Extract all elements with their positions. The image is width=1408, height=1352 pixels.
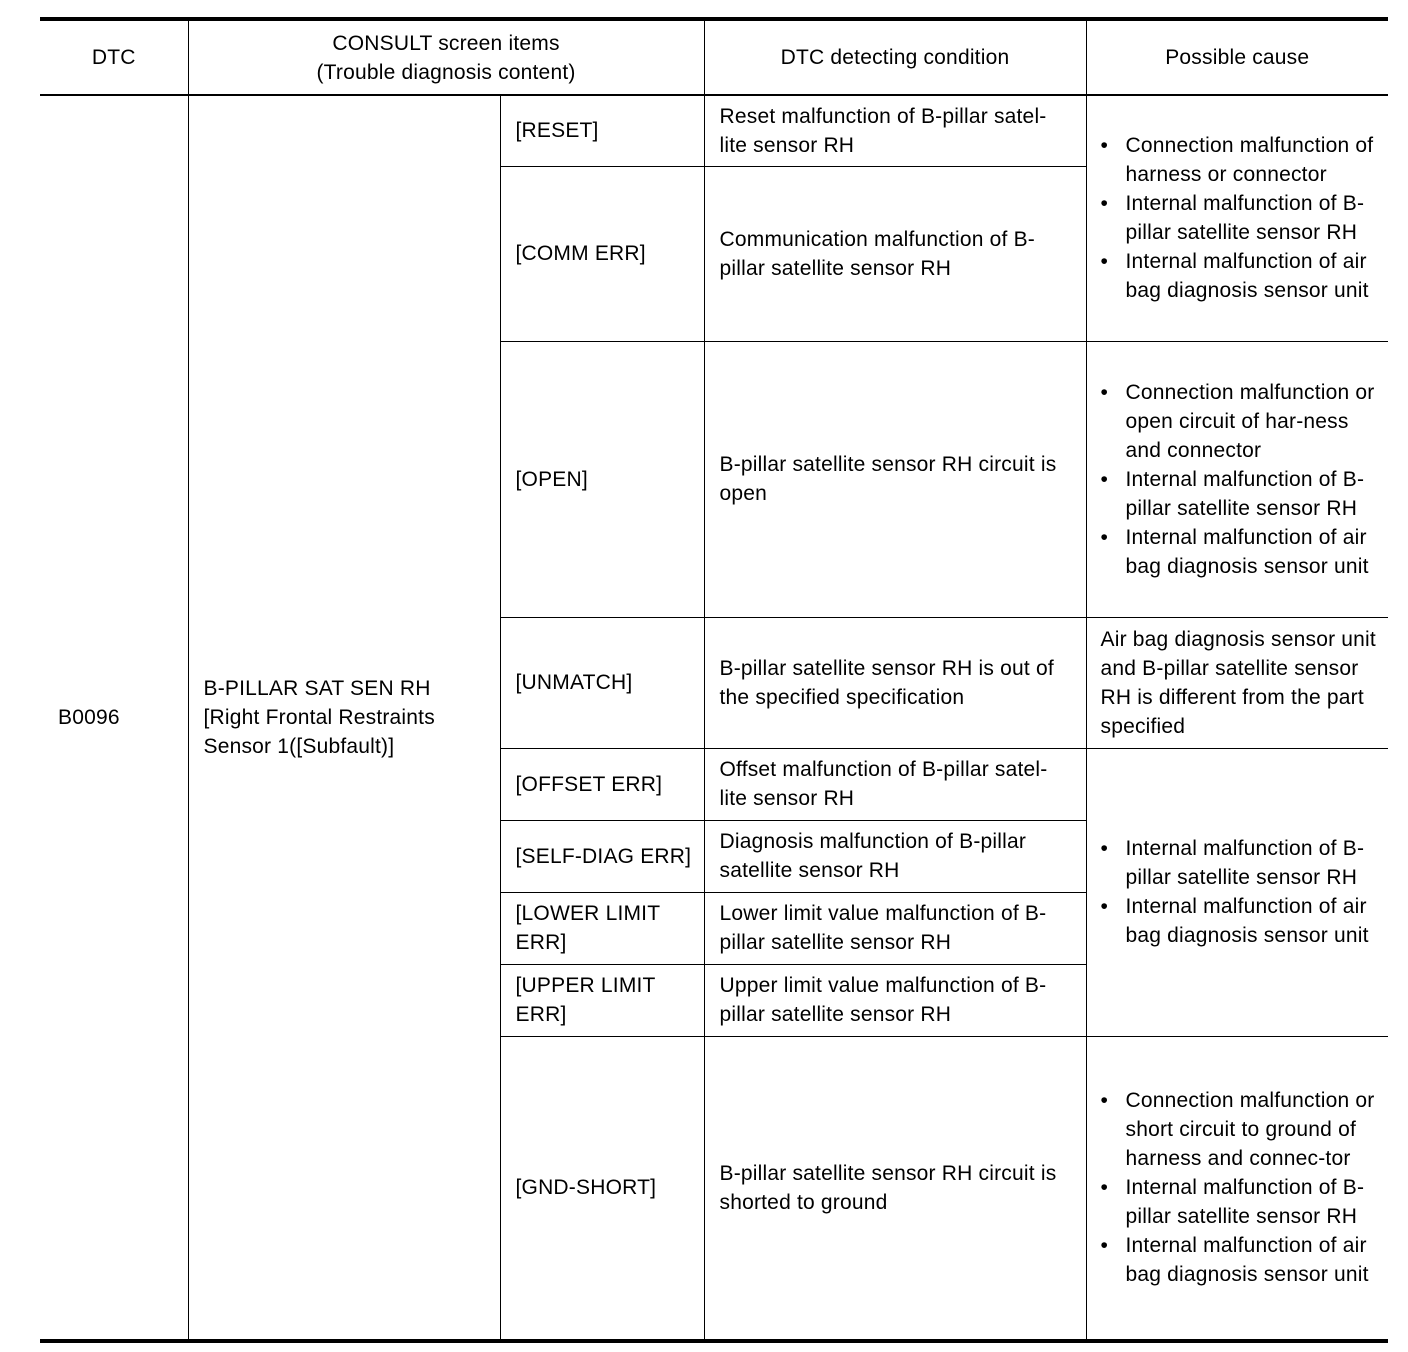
subfault-item: [GND-SHORT]	[500, 1036, 704, 1341]
cause-item: • Internal malfunction of air bag diagnosis sensor unit	[1101, 247, 1379, 305]
detecting-condition: B-pillar satellite sensor RH is out of the specified specification	[704, 617, 1086, 748]
subfault-item: [UNMATCH]	[500, 617, 704, 748]
detecting-condition: Diagnosis malfunction of B-pillar satellite sensor RH	[704, 820, 1086, 892]
header-dtc: DTC	[40, 19, 188, 95]
cause-item: • Internal malfunction of air bag diagnosis sensor unit	[1101, 523, 1379, 581]
header-consult	[188, 19, 704, 95]
cause-item: • Internal malfunction of B-pillar satellite sensor RH	[1101, 189, 1379, 247]
detecting-condition: Reset malfunction of B-pillar satel-lite sensor RH	[704, 95, 1086, 166]
cause-item: • Internal malfunction of B-pillar satellite sensor RH	[1101, 465, 1379, 523]
header-consult-line2: (Trouble diagnosis content)	[316, 60, 576, 84]
possible-cause: Air bag diagnosis sensor unit and B-pillar satellite sensor RH is different from the part specified	[1086, 617, 1388, 748]
cause-item: • Connection malfunction or short circuit to ground of harness and connec-tor	[1101, 1086, 1379, 1173]
detecting-condition: Offset malfunction of B-pillar satel-lite sensor RH	[704, 748, 1086, 820]
consult-item	[188, 95, 500, 1341]
dtc-code: B0096	[40, 95, 188, 1341]
cause-item: • Internal malfunction of air bag diagnosis sensor unit	[1101, 1231, 1379, 1289]
table-row	[40, 95, 1388, 166]
cause-list	[1101, 834, 1379, 950]
possible-cause	[1086, 748, 1388, 1036]
header-consult-line1: CONSULT screen items	[332, 31, 560, 55]
subfault-item: [OPEN]	[500, 341, 704, 617]
possible-cause	[1086, 1036, 1388, 1341]
detecting-condition: Communication malfunction of B-pillar satellite sensor RH	[704, 166, 1086, 341]
subfault-item: [OFFSET ERR]	[500, 748, 704, 820]
cause-list	[1101, 378, 1379, 581]
cause-item: • Internal malfunction of B-pillar satellite sensor RH	[1101, 1173, 1379, 1231]
detecting-condition: B-pillar satellite sensor RH circuit is shorted to ground	[704, 1036, 1086, 1341]
possible-cause	[1086, 341, 1388, 617]
possible-cause	[1086, 95, 1388, 341]
detecting-condition: Lower limit value malfunction of B-pillar satellite sensor RH	[704, 892, 1086, 964]
detecting-condition: Upper limit value malfunction of B-pillar satellite sensor RH	[704, 964, 1086, 1036]
cause-list	[1101, 131, 1379, 305]
detecting-condition: B-pillar satellite sensor RH circuit is open	[704, 341, 1086, 617]
dtc-table	[40, 17, 1388, 1343]
cause-item: • Internal malfunction of B-pillar satellite sensor RH	[1101, 834, 1379, 892]
consult-item-line2: [Right Frontal Restraints	[203, 706, 435, 729]
subfault-item: [COMM ERR]	[500, 166, 704, 341]
header-condition: DTC detecting condition	[704, 19, 1086, 95]
cause-item: • Connection malfunction of harness or connector	[1101, 131, 1379, 189]
cause-list	[1101, 1086, 1379, 1289]
consult-item-line3: Sensor 1([Subfault)]	[203, 735, 395, 758]
consult-item-line1: B-PILLAR SAT SEN RH	[203, 677, 431, 700]
header-cause: Possible cause	[1086, 19, 1388, 95]
cause-item: • Internal malfunction of air bag diagnosis sensor unit	[1101, 892, 1379, 950]
subfault-item: [RESET]	[500, 95, 704, 166]
subfault-item: [UPPER LIMIT ERR]	[500, 964, 704, 1036]
subfault-item: [LOWER LIMIT ERR]	[500, 892, 704, 964]
header-row	[40, 19, 1388, 95]
subfault-item: [SELF-DIAG ERR]	[500, 820, 704, 892]
cause-item: • Connection malfunction or open circuit of har-ness and connector	[1101, 378, 1379, 465]
